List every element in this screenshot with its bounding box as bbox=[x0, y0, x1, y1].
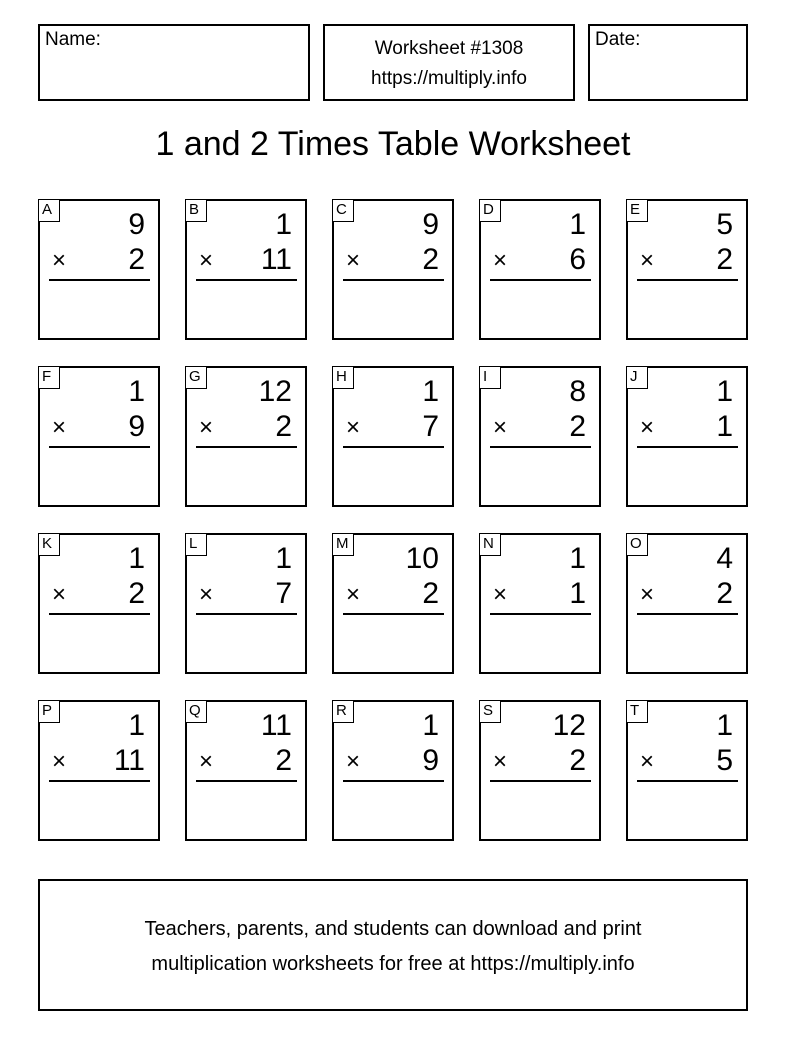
answer-line bbox=[196, 780, 297, 782]
multiplicand: 1 bbox=[128, 375, 145, 408]
footer-box bbox=[38, 879, 748, 1011]
multiplicand: 11 bbox=[260, 709, 292, 742]
worksheet-url: https://multiply.info bbox=[371, 68, 527, 89]
multiplier: 2 bbox=[569, 744, 586, 777]
problem-card bbox=[38, 366, 160, 507]
multiply-sign: × bbox=[346, 247, 361, 274]
problem-letter: O bbox=[626, 533, 648, 556]
multiplicand: 1 bbox=[128, 542, 145, 575]
answer-line bbox=[343, 780, 444, 782]
multiplicand: 9 bbox=[422, 208, 439, 241]
problem-card bbox=[479, 366, 601, 507]
answer-line bbox=[637, 446, 738, 448]
multiply-sign: × bbox=[640, 414, 655, 441]
problem-card bbox=[626, 700, 748, 841]
multiplicand: 4 bbox=[716, 542, 733, 575]
problem-letter: C bbox=[332, 199, 354, 222]
problem-card bbox=[38, 533, 160, 674]
answer-line bbox=[49, 279, 150, 281]
multiply-sign: × bbox=[52, 581, 67, 608]
answer-line bbox=[343, 279, 444, 281]
multiply-sign: × bbox=[199, 581, 214, 608]
answer-line bbox=[49, 780, 150, 782]
multiplier: 11 bbox=[260, 243, 292, 276]
answer-line bbox=[196, 446, 297, 448]
answer-line bbox=[196, 279, 297, 281]
answer-line bbox=[196, 613, 297, 615]
multiply-sign: × bbox=[52, 414, 67, 441]
worksheet-number: Worksheet #1308 bbox=[374, 38, 524, 59]
multiplicand: 1 bbox=[275, 208, 292, 241]
multiplier: 5 bbox=[716, 744, 733, 777]
problem-card bbox=[332, 700, 454, 841]
problem-card bbox=[626, 199, 748, 340]
multiplier: 1 bbox=[716, 410, 733, 443]
multiply-sign: × bbox=[346, 581, 361, 608]
problem-letter: R bbox=[332, 700, 354, 723]
problem-letter: H bbox=[332, 366, 354, 389]
problem-letter: F bbox=[38, 366, 60, 389]
answer-line bbox=[49, 613, 150, 615]
answer-line bbox=[343, 613, 444, 615]
multiplicand: 1 bbox=[422, 709, 439, 742]
answer-line bbox=[490, 780, 591, 782]
problem-letter: N bbox=[479, 533, 501, 556]
multiplier: 2 bbox=[128, 243, 145, 276]
answer-line bbox=[490, 446, 591, 448]
multiplier: 7 bbox=[275, 577, 292, 610]
problem-letter: M bbox=[332, 533, 354, 556]
answer-line bbox=[49, 446, 150, 448]
multiplicand: 8 bbox=[569, 375, 586, 408]
answer-line bbox=[637, 613, 738, 615]
answer-line bbox=[343, 446, 444, 448]
multiplicand: 9 bbox=[128, 208, 145, 241]
multiply-sign: × bbox=[199, 414, 214, 441]
problem-letter: E bbox=[626, 199, 648, 222]
multiply-sign: × bbox=[346, 748, 361, 775]
multiplier: 2 bbox=[422, 577, 439, 610]
footer-line-2: multiplication worksheets for free at https://multiply.info bbox=[151, 953, 635, 975]
multiply-sign: × bbox=[346, 414, 361, 441]
multiplicand: 5 bbox=[716, 208, 733, 241]
problem-card bbox=[185, 533, 307, 674]
date-label: Date: bbox=[595, 29, 641, 50]
multiplier: 9 bbox=[128, 410, 145, 443]
name-field bbox=[38, 24, 310, 101]
problem-letter: B bbox=[185, 199, 207, 222]
multiplicand: 1 bbox=[569, 208, 586, 241]
multiply-sign: × bbox=[199, 748, 214, 775]
date-field bbox=[588, 24, 748, 101]
problem-letter: A bbox=[38, 199, 60, 222]
multiplicand: 12 bbox=[258, 375, 292, 408]
problem-card bbox=[332, 366, 454, 507]
problem-card bbox=[479, 700, 601, 841]
multiplicand: 1 bbox=[422, 375, 439, 408]
problem-letter: K bbox=[38, 533, 60, 556]
problem-letter: I bbox=[479, 366, 501, 389]
problem-card bbox=[332, 533, 454, 674]
multiplier: 2 bbox=[275, 410, 292, 443]
multiply-sign: × bbox=[493, 414, 508, 441]
multiplicand: 10 bbox=[405, 542, 439, 575]
problem-card bbox=[626, 533, 748, 674]
problem-letter: D bbox=[479, 199, 501, 222]
multiply-sign: × bbox=[52, 247, 67, 274]
name-label: Name: bbox=[45, 29, 101, 50]
problem-letter: G bbox=[185, 366, 207, 389]
multiplier: 11 bbox=[113, 744, 145, 777]
multiplier: 2 bbox=[569, 410, 586, 443]
multiplier: 2 bbox=[422, 243, 439, 276]
multiplier: 1 bbox=[569, 577, 586, 610]
problem-letter: T bbox=[626, 700, 648, 723]
answer-line bbox=[490, 279, 591, 281]
multiply-sign: × bbox=[199, 247, 214, 274]
worksheet-info-box bbox=[323, 24, 575, 101]
multiply-sign: × bbox=[640, 748, 655, 775]
multiplier: 2 bbox=[275, 744, 292, 777]
problem-card bbox=[185, 366, 307, 507]
multiply-sign: × bbox=[640, 247, 655, 274]
problem-card bbox=[479, 533, 601, 674]
answer-line bbox=[637, 279, 738, 281]
multiplicand: 1 bbox=[275, 542, 292, 575]
multiply-sign: × bbox=[493, 748, 508, 775]
problem-card bbox=[185, 700, 307, 841]
multiplier: 2 bbox=[716, 577, 733, 610]
answer-line bbox=[490, 613, 591, 615]
multiply-sign: × bbox=[493, 247, 508, 274]
problem-card bbox=[38, 700, 160, 841]
multiplier: 9 bbox=[422, 744, 439, 777]
problem-card bbox=[38, 199, 160, 340]
multiplier: 7 bbox=[422, 410, 439, 443]
problem-card bbox=[332, 199, 454, 340]
problem-card bbox=[479, 199, 601, 340]
multiply-sign: × bbox=[493, 581, 508, 608]
footer-line-1: Teachers, parents, and students can download and print bbox=[144, 918, 642, 940]
multiplicand: 1 bbox=[716, 709, 733, 742]
problem-letter: L bbox=[185, 533, 207, 556]
problem-letter: J bbox=[626, 366, 648, 389]
answer-line bbox=[637, 780, 738, 782]
problem-letter: P bbox=[38, 700, 60, 723]
problem-letter: Q bbox=[185, 700, 207, 723]
problem-card bbox=[626, 366, 748, 507]
problem-card bbox=[185, 199, 307, 340]
multiply-sign: × bbox=[640, 581, 655, 608]
multiplier: 6 bbox=[569, 243, 586, 276]
multiplicand: 1 bbox=[569, 542, 586, 575]
multiplicand: 1 bbox=[716, 375, 733, 408]
page-title: 1 and 2 Times Table Worksheet bbox=[155, 125, 631, 163]
multiplicand: 1 bbox=[128, 709, 145, 742]
multiplicand: 12 bbox=[552, 709, 586, 742]
multiplier: 2 bbox=[716, 243, 733, 276]
multiplier: 2 bbox=[128, 577, 145, 610]
problem-letter: S bbox=[479, 700, 501, 723]
multiply-sign: × bbox=[52, 748, 67, 775]
